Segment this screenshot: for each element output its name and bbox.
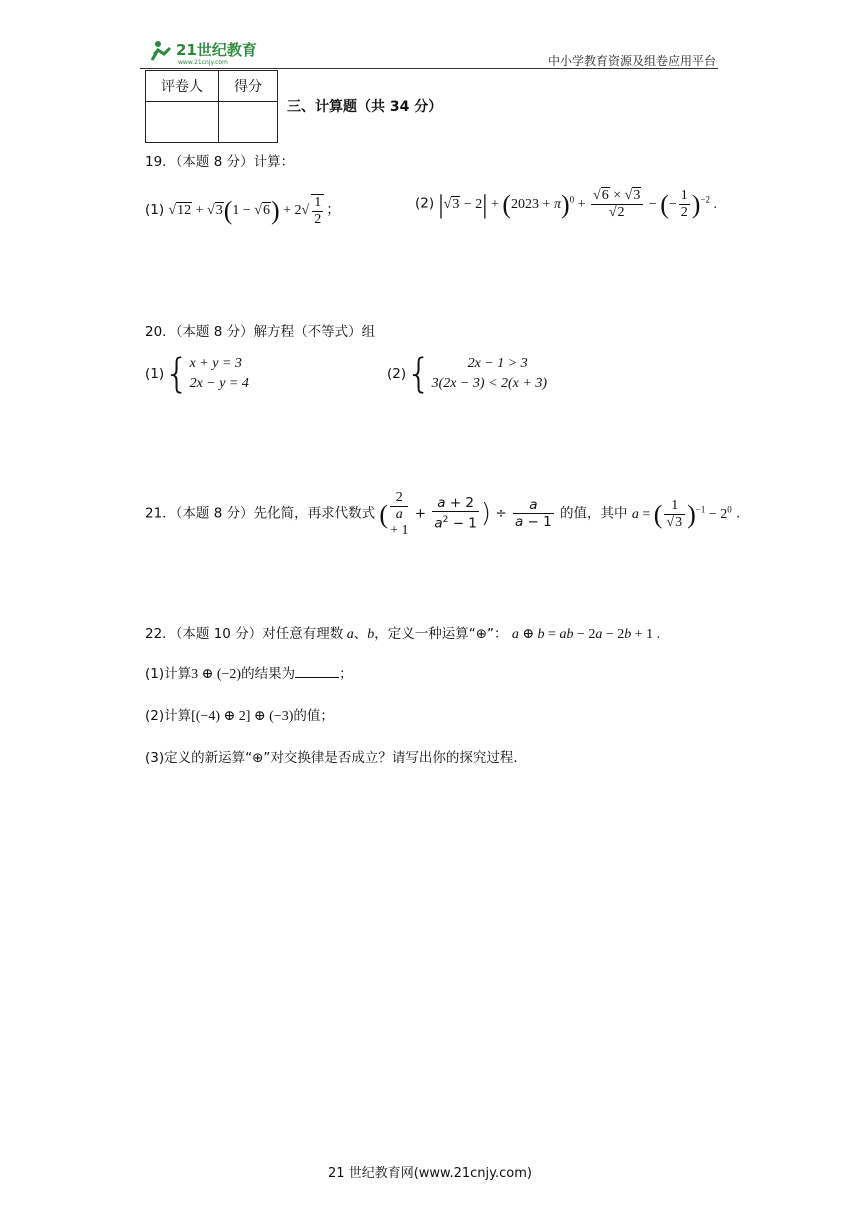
q21-value: a = ( $\frac{1}{√3}$ )$^{-1} - 2^0$ — [631, 498, 732, 530]
q22-part3: (3)定义的新运算“⊕”对交换律是否成立？请写出你的探究过程. — [145, 750, 518, 766]
q20-eq1a: x + y = 3 — [189, 356, 242, 371]
q20-stem: 20．（本题 8 分）解方程（不等式）组 — [145, 324, 376, 340]
q21: 21．（本题 8 分）先化简，再求代数式 ( 2 a + 1 + $\frac{a + 2}{a^2 - 1}$ ) ÷ $\frac{a}{a - 1}$ 的值，其中 a = ( $\frac{1}{√3}$ )$^{-1} - 2^0$ . — [145, 490, 741, 538]
q19-part1 — [145, 194, 340, 228]
q22-p1-b: 的结果为 — [241, 666, 296, 682]
q22-definition: a ⊕ b = ab − 2a − 2b + 1 . — [511, 627, 661, 642]
q22-stem-line: 22．（本题 10 分）对任意有理数 a、b，定义一种运算“⊕”： a ⊕ b = ab − 2a − 2b + 1 . — [145, 626, 661, 642]
grader-header: 评卷人 — [146, 71, 219, 102]
q22-p1-c: ； — [339, 666, 353, 682]
logo-url: www.21cnjy.com — [178, 59, 228, 66]
site-logo — [148, 38, 263, 66]
score-header: 得分 — [219, 71, 278, 102]
q21-stem-b: 的值，其中 — [560, 505, 628, 522]
q19-stem: 19．（本题 8 分）计算： — [145, 154, 295, 170]
grader-cell — [146, 102, 219, 143]
q20-eq2b: 3(2x − 3) < 2(x + 3) — [431, 376, 547, 391]
runner-logo-icon — [148, 38, 263, 66]
answer-blank[interactable] — [295, 665, 339, 678]
q21-expr: ( 2 a + 1 — [379, 490, 409, 538]
q22-p2-a: (2)计算 — [145, 708, 192, 724]
q22-stem: 22．（本题 10 分）对任意有理数 — [145, 626, 344, 642]
q22-stem-b: ，定义一种运算“⊕”： — [374, 626, 508, 642]
q21-end: . — [736, 505, 741, 522]
q20-eq1b: 2x − y = 4 — [189, 376, 249, 391]
q19-p1-expr: √12 + √3(1 − √6) + 2√ $\frac{1}{2}$ ； — [168, 195, 341, 227]
q22-part2: (2)计算[(−4) ⊕ 2] ⊕ (−3)的值； — [145, 708, 334, 724]
header-divider — [140, 68, 718, 69]
footer: 21 世纪教育网(www.21cnjy.com) — [328, 1166, 532, 1181]
score-table — [145, 70, 278, 143]
score-cell — [219, 102, 278, 143]
q19-p2-label: (2) — [415, 195, 435, 212]
q19-p1-label: (1) — [145, 202, 165, 219]
q20-p2-label: (2) — [387, 366, 407, 382]
q19-p2-expr: $|√3 - 2| + (2023 + \pi)^0$ + $\frac{√6 \times √3}{√2}$ − (− $\frac{1}{2}$ )$^{-2}$ . — [438, 188, 718, 220]
q20-part1: (1){ x + y = 3 2x − y = 4 — [145, 351, 249, 397]
platform-name: 中小学教育资源及组卷应用平台 — [547, 54, 716, 68]
q22-p1-a: (1)计算 — [145, 666, 192, 682]
q19-part2 — [415, 188, 717, 221]
logo-text: 21世纪教育 — [176, 41, 257, 59]
q22-part1: (1)计算3 ⊕ (−2)的结果为 ； — [145, 666, 353, 682]
q20-part2: (2){ 2x − 1 > 3 3(2x − 3) < 2(x + 3) — [387, 351, 547, 397]
q21-stem-a: 21．（本题 8 分）先化简，再求代数式 — [145, 505, 376, 522]
q20-eq2a: 2x − 1 > 3 — [467, 356, 528, 371]
section-title: 三、计算题（共 34 分） — [287, 99, 443, 115]
q22-p2-b: 的值； — [293, 708, 334, 724]
q20-p1-label: (1) — [145, 366, 165, 382]
